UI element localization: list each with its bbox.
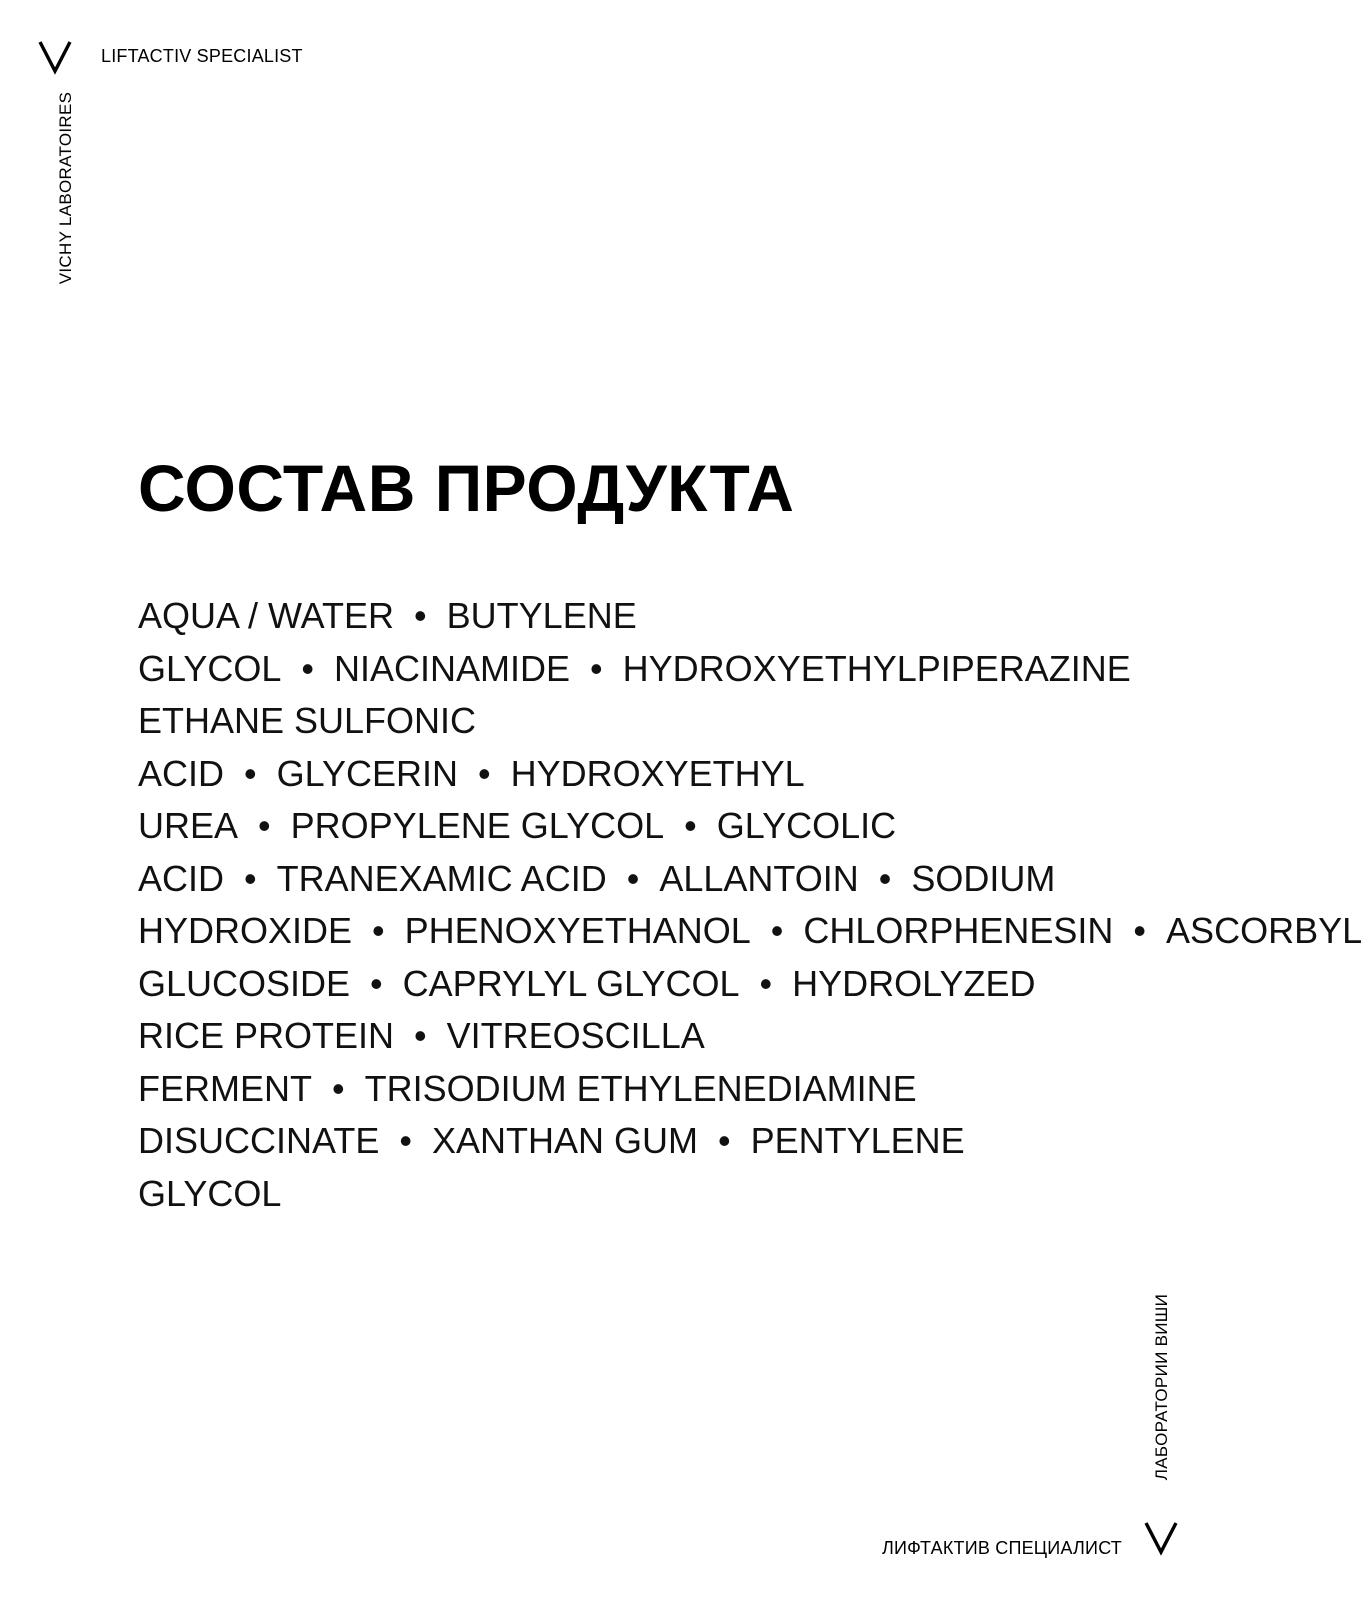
ingredient-item: PENTYLENE GLYCOL [138,1120,965,1214]
ingredient-item: TRISODIUM ETHYLENEDIAMINE DISUCCINATE • [138,1068,917,1162]
vichy-v-logo-icon [38,40,72,74]
ingredient-item: PHENOXYETHANOL • [405,910,804,951]
ingredient-item: HYDROLYZED RICE PROTEIN • [138,963,1036,1057]
ingredient-item: PROPYLENE GLYCOL • [291,805,717,846]
ingredient-list [138,590,1361,1220]
vichy-v-logo-icon [1144,1521,1178,1555]
ingredient-item: ALLANTOIN • [659,858,911,899]
ingredient-item: GLYCERIN • [277,753,511,794]
ingredient-item: CAPRYLYL GLYCOL • [403,963,792,1004]
page-title: СОСТАВ ПРОДУКТА [138,451,795,525]
ingredient-item: XANTHAN GUM • [432,1120,751,1161]
side-brand-label: VICHY LABORATOIRES [56,91,75,285]
ingredient-item: HYDROXYETHYLPIPERAZINE ETHANE SULFONIC ACID • [138,648,1131,794]
footer-side-brand-label: ЛАБОРАТОРИИ ВИШИ [1152,1293,1171,1481]
ingredient-item: GLYCOLIC ACID • [138,805,896,899]
ingredient-item: BUTYLENE GLYCOL • [138,595,637,689]
ingredient-item: CHLORPHENESIN • [803,910,1166,951]
ingredient-item: HYDROXYETHYL UREA • [138,753,803,847]
header-product-line: LIFTACTIV SPECIALIST [101,46,303,66]
ingredient-item: VITREOSCILLA FERMENT • [138,1015,703,1109]
ingredient-item: NIACINAMIDE • [334,648,623,689]
ingredient-item: ASCORBYL GLUCOSIDE • [138,910,1361,1004]
ingredient-item: TRANEXAMIC ACID • [277,858,660,899]
footer-product-line: ЛИФТАКТИВ СПЕЦИАЛИСТ [882,1538,1122,1558]
ingredient-item: AQUA / WATER • [138,595,447,636]
ingredient-item: SODIUM HYDROXIDE • [138,858,1055,952]
